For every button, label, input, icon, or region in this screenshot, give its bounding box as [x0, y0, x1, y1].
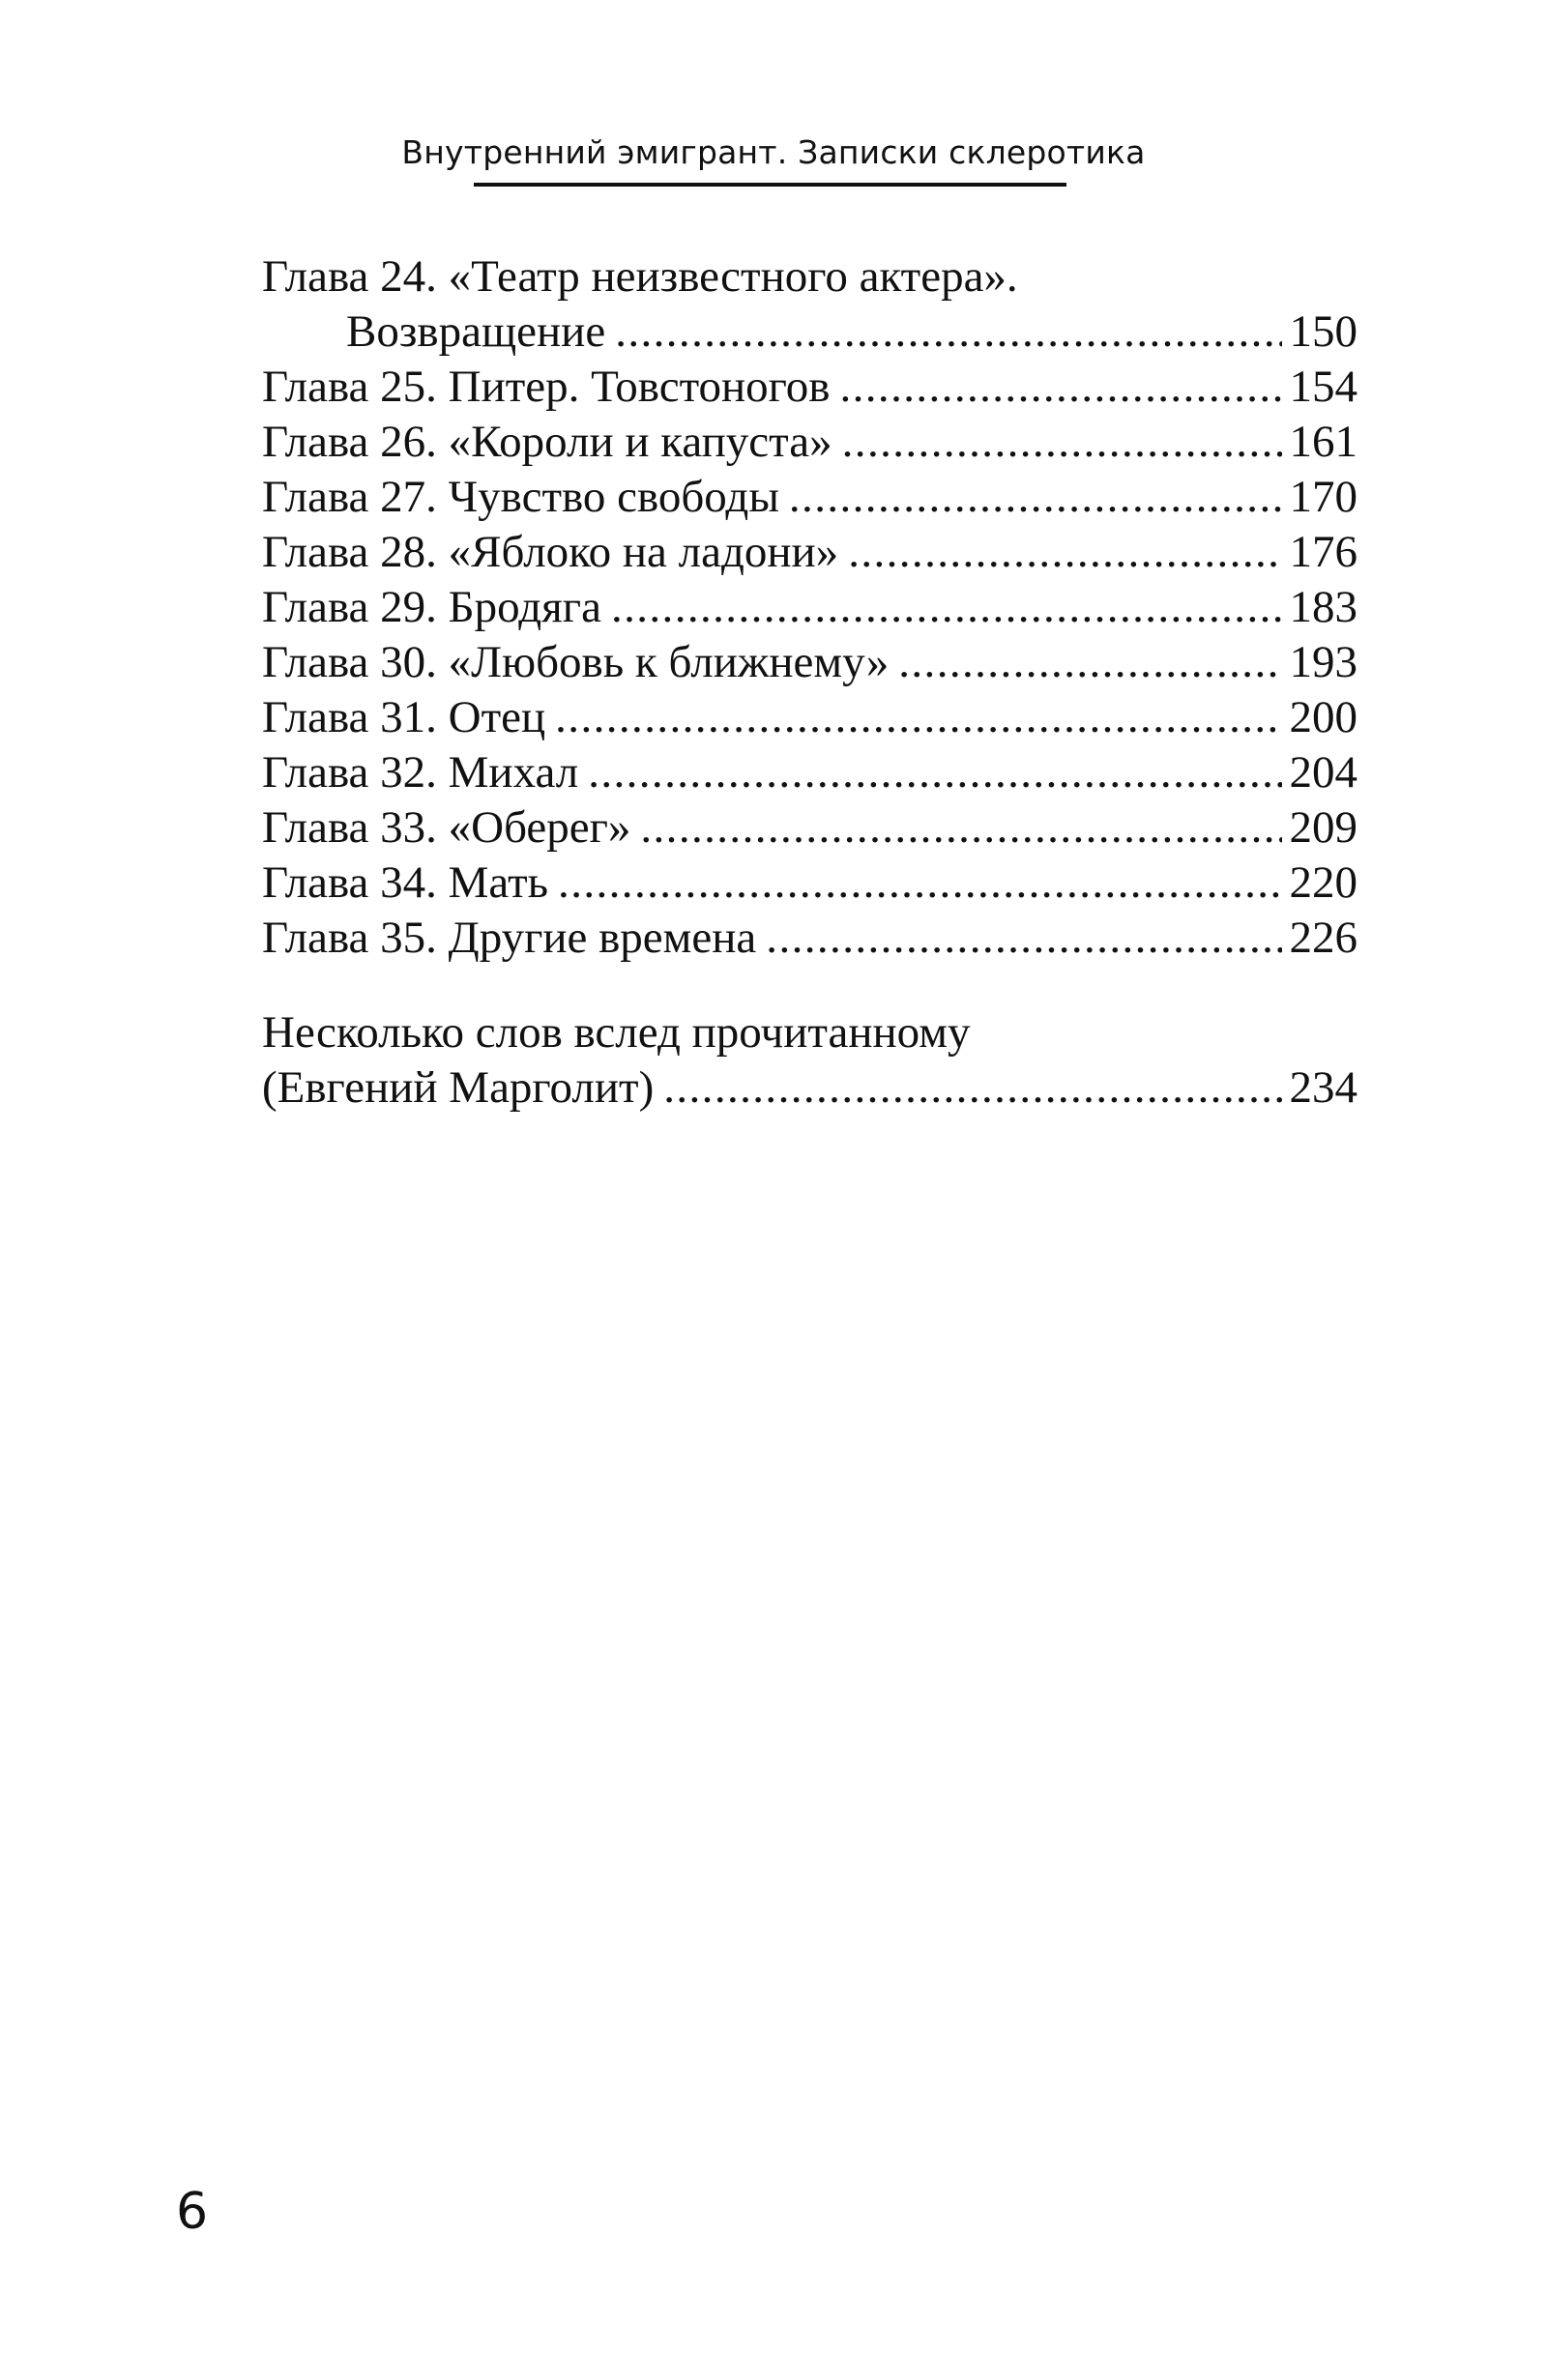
toc-entry-title: Глава 33. «Оберег» — [262, 802, 631, 853]
dot-leader — [558, 856, 1281, 911]
toc-entry-title: Глава 27. Чувство свободы — [262, 472, 779, 522]
dot-leader — [848, 525, 1281, 580]
toc-entry-title: Глава 26. «Короли и капуста» — [262, 417, 832, 467]
toc-entry-27 — [262, 470, 1357, 525]
table-of-contents — [262, 249, 1357, 1116]
dot-leader — [898, 635, 1281, 690]
toc-entry-title: Глава 25. Питер. Товстоногов — [262, 362, 831, 412]
toc-entry-title: Глава 35. Другие времена — [262, 913, 757, 963]
toc-page-number: 226 — [1289, 913, 1357, 963]
dot-leader — [839, 360, 1281, 415]
toc-entry-title: Глава 28. «Яблоко на ладони» — [262, 527, 839, 577]
toc-afterword — [262, 1060, 1357, 1116]
page-number: 6 — [176, 2183, 209, 2241]
dot-leader — [555, 690, 1281, 745]
toc-page-number: 220 — [1289, 857, 1357, 908]
toc-entry-title: Возвращение — [346, 306, 606, 357]
running-head-rule — [474, 183, 1066, 187]
toc-entry-32 — [262, 745, 1357, 800]
toc-page-number: 200 — [1289, 692, 1357, 742]
toc-entry-title: Глава 30. «Любовь к ближнему» — [262, 637, 890, 687]
toc-entry-title: Глава 29. Бродяга — [262, 582, 601, 632]
toc-page-number: 150 — [1289, 306, 1357, 357]
dot-leader — [789, 470, 1282, 525]
toc-page-number: 176 — [1289, 527, 1357, 577]
toc-entry-34 — [262, 856, 1357, 911]
toc-page-number: 209 — [1289, 802, 1357, 853]
toc-entry-35 — [262, 911, 1357, 966]
toc-page-number: 154 — [1289, 362, 1357, 412]
dot-leader — [766, 911, 1281, 966]
dot-leader — [663, 1060, 1281, 1116]
toc-entry-26 — [262, 415, 1357, 470]
toc-entry-title: (Евгений Марголит) — [262, 1062, 655, 1113]
dot-leader — [640, 800, 1281, 856]
toc-entry-29 — [262, 580, 1357, 635]
toc-entry-28 — [262, 525, 1357, 580]
toc-entry-title: Глава 31. Отец — [262, 692, 546, 742]
dot-leader — [842, 415, 1282, 470]
dot-leader — [611, 580, 1282, 635]
toc-entry-title: Глава 34. Мать — [262, 857, 549, 908]
toc-entry-33 — [262, 800, 1357, 856]
toc-entry-24 — [262, 305, 1357, 360]
toc-page-number: 161 — [1289, 417, 1357, 467]
dot-leader — [588, 745, 1281, 800]
toc-entry-24-title: Глава 24. «Театр неизвестного актера». — [262, 251, 1018, 302]
toc-page-number: 234 — [1289, 1062, 1357, 1113]
toc-entry-title: Глава 32. Михал — [262, 747, 579, 798]
section-gap — [262, 966, 1357, 1005]
toc-page-number: 204 — [1289, 747, 1357, 798]
running-head: Внутренний эмигрант. Записки склеротика — [401, 133, 1146, 171]
toc-page-number: 193 — [1289, 637, 1357, 687]
dot-leader — [615, 305, 1281, 360]
toc-entry-25 — [262, 360, 1357, 415]
toc-page-number: 170 — [1289, 472, 1357, 522]
toc-page-number: 183 — [1289, 582, 1357, 632]
toc-afterword-title: Несколько слов вслед прочитанному — [262, 1007, 971, 1058]
toc-entry-30 — [262, 635, 1357, 690]
toc-entry-31 — [262, 690, 1357, 745]
